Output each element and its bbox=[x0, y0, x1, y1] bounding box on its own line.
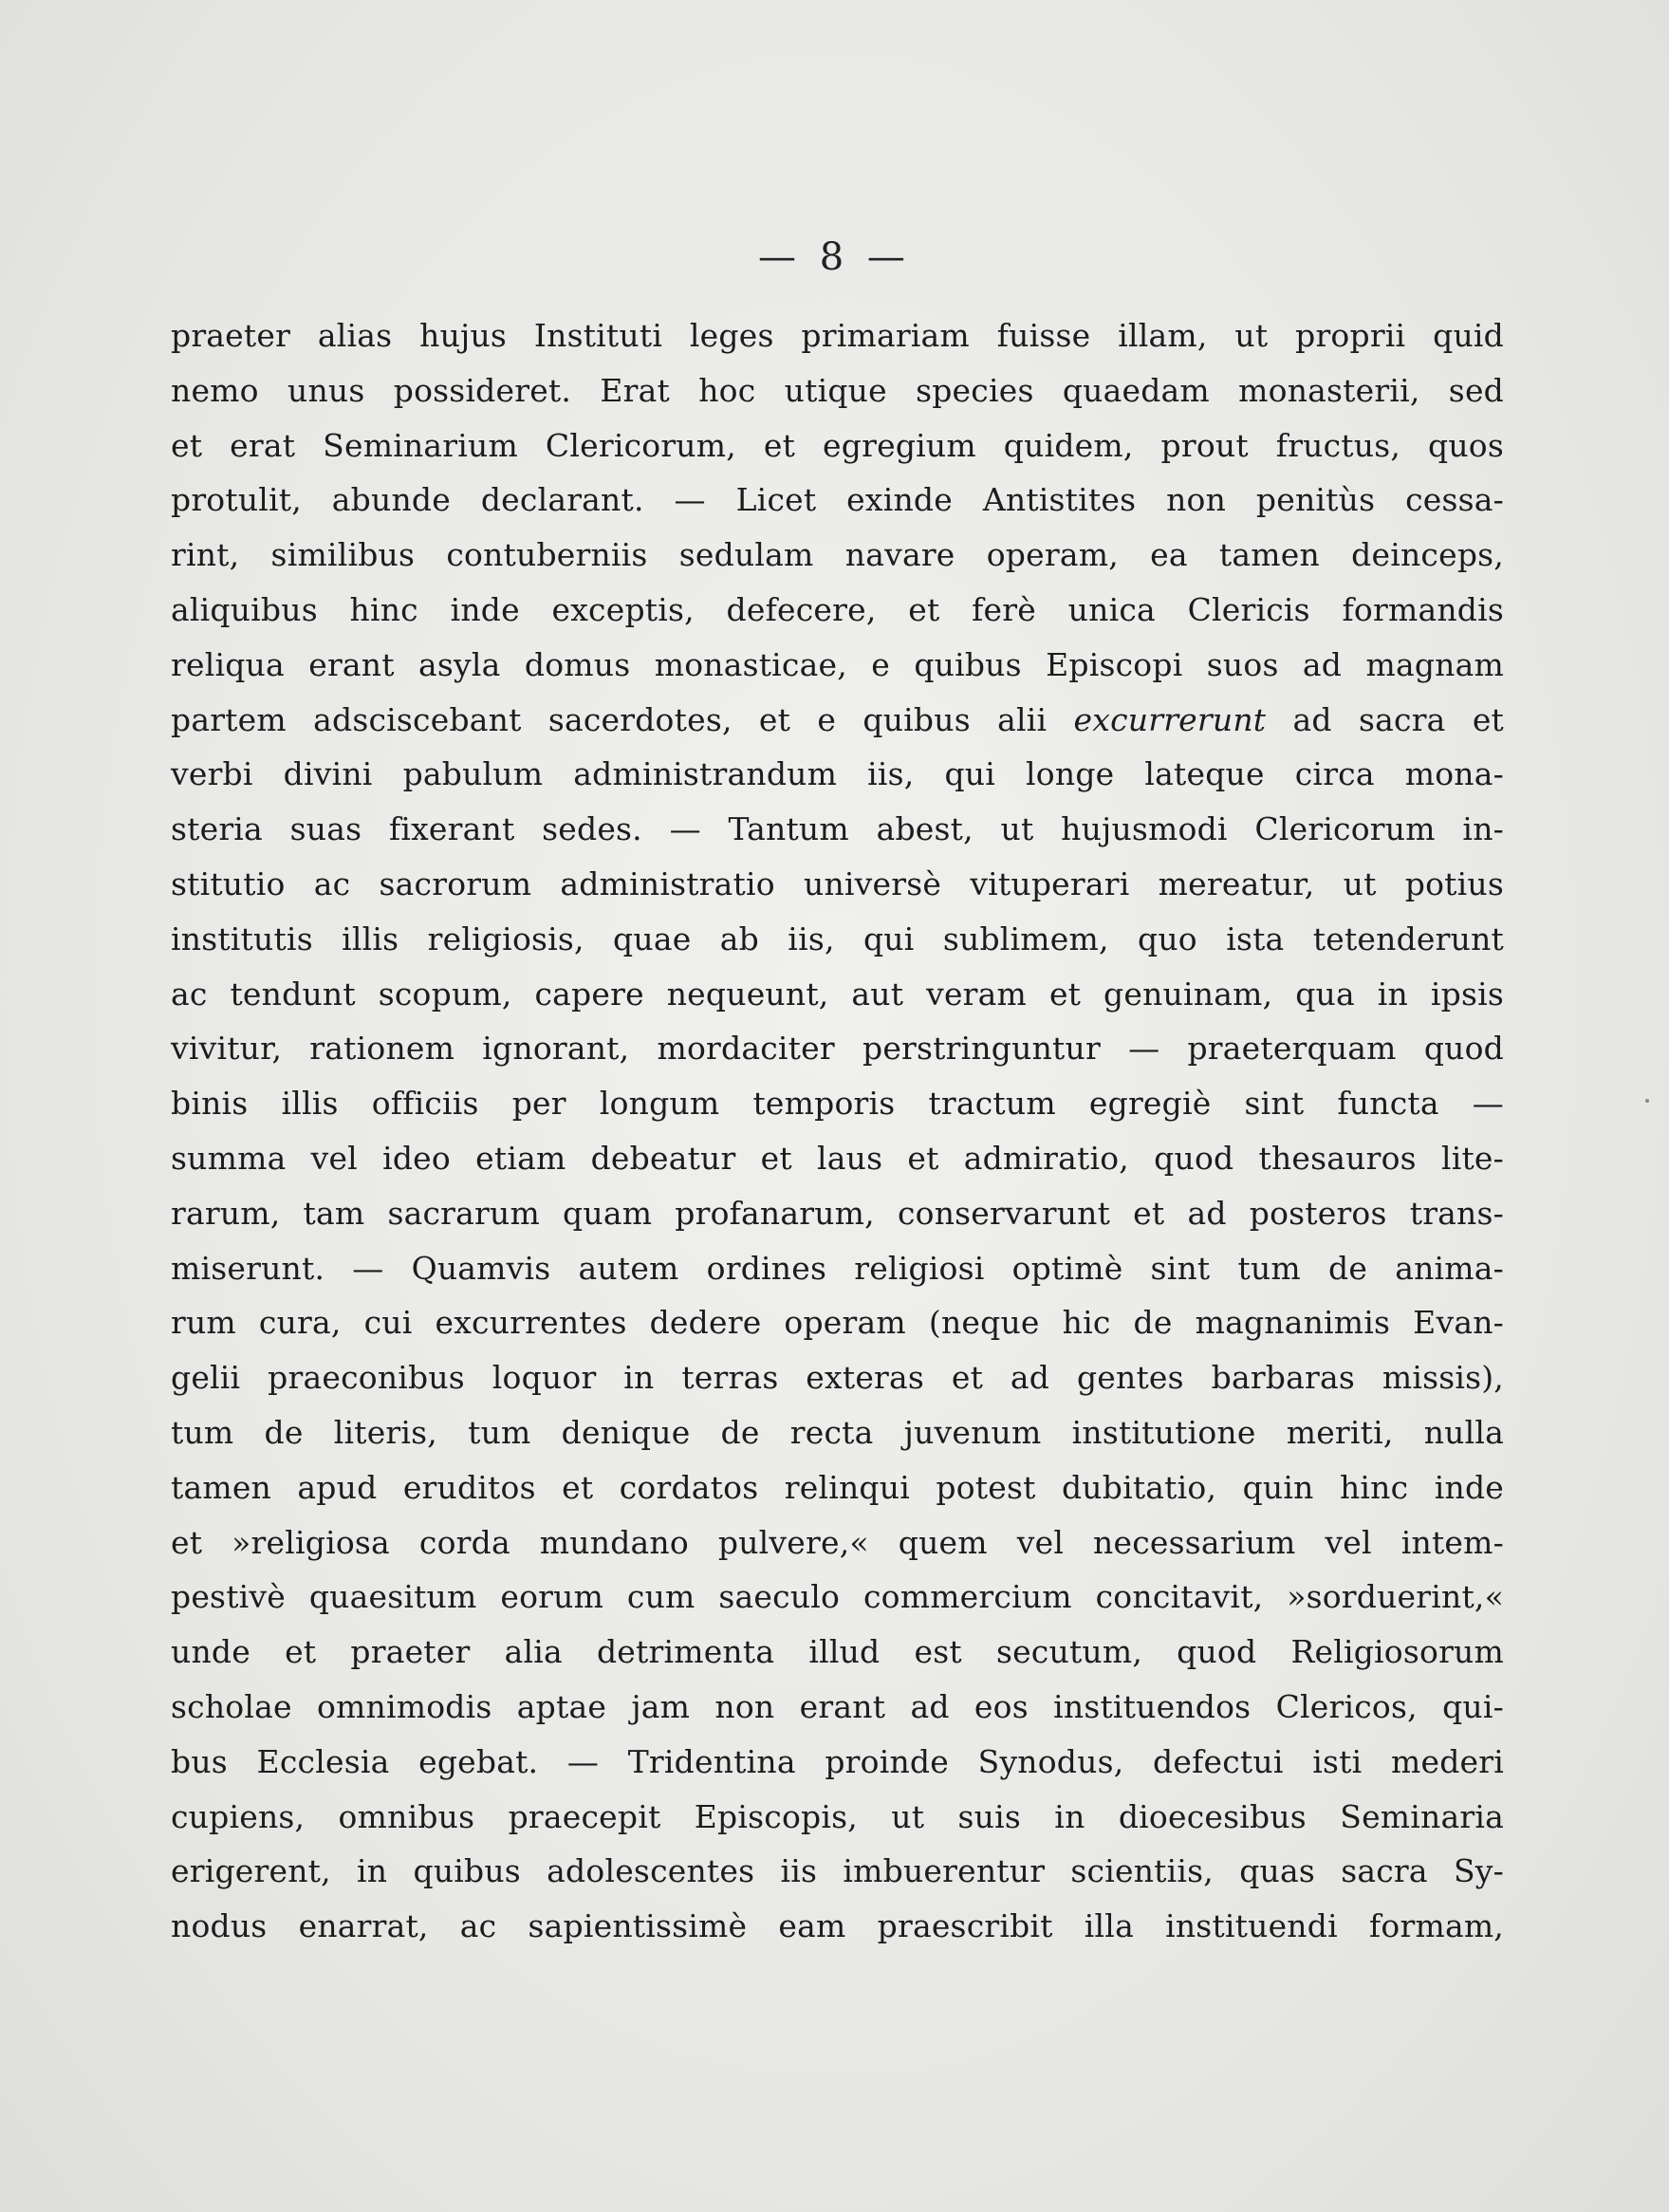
text-line-19: rum cura, cui excurrentes dedere operam (neque hic de magnanimis Evan- bbox=[171, 1304, 1504, 1342]
text-line-24: pestivè quaesitum eorum cum saeculo commercium concitavit, »sorduerint,« bbox=[171, 1578, 1504, 1616]
text-line-26: scholae omnimodis aptae jam non erant ad eos instituendos Clericos, qui- bbox=[171, 1687, 1504, 1725]
text-line-7: reliqua erant asyla domus monasticae, e quibus Episcopi suos ad magnam bbox=[171, 645, 1504, 683]
text-line-6: aliquibus hinc inde exceptis, defecere, et ferè unica Clericis formandis bbox=[171, 590, 1504, 628]
text-line-17: rarum, tam sacrarum quam profanarum, conservarunt et ad posteros trans- bbox=[171, 1194, 1504, 1232]
text-line-5: rint, similibus contuberniis sedulam navare operam, ea tamen deinceps, bbox=[171, 536, 1504, 574]
text-line-2: nemo unus possideret. Erat hoc utique species quaedam monasterii, sed bbox=[171, 371, 1504, 409]
text-line-27: bus Ecclesia egebat. — Tridentina proinde Synodus, defectui isti mederi bbox=[171, 1742, 1504, 1780]
text-line-8-start: partem adsciscebant sacerdotes, et e quibus alii bbox=[171, 700, 1074, 738]
italic-word: excurrerunt bbox=[1073, 700, 1267, 738]
text-line-8 bbox=[171, 693, 1504, 748]
text-line-4: protulit, abunde declarant. — Licet exinde Antistites non penitùs cessa- bbox=[171, 481, 1504, 519]
text-line-9: verbi divini pabulum administrandum iis, qui longe lateque circa mona- bbox=[171, 755, 1504, 793]
text-line-18: miserunt. — Quamvis autem ordines religiosi optimè sint tum de anima- bbox=[171, 1249, 1504, 1287]
text-line-11: stitutio ac sacrorum administratio universè vituperari mereatur, ut potius bbox=[171, 864, 1504, 902]
text-line-16: summa vel ideo etiam debeatur et laus et admiratio, quod thesauros lite- bbox=[171, 1139, 1504, 1177]
text-line-22: tamen apud eruditos et cordatos relinqui potest dubitatio, quin hinc inde bbox=[171, 1468, 1504, 1506]
text-line-23: et »religiosa corda mundano pulvere,« quem vel necessarium vel intem- bbox=[171, 1523, 1504, 1561]
text-line-3: et erat Seminarium Clericorum, et egregium quidem, prout fructus, quos bbox=[171, 426, 1504, 464]
text-line-30: nodus enarrat, ac sapientissimè eam praescribit illa instituendi formam, bbox=[171, 1907, 1504, 1945]
margin-speck bbox=[1645, 1099, 1649, 1103]
text-line-14: vivitur, rationem ignorant, mordaciter perstringuntur — praeterquam quod bbox=[171, 1030, 1504, 1068]
text-line-8-end: ad sacra et bbox=[1266, 700, 1505, 738]
text-line-1: praeter alias hujus Instituti leges primariam fuisse illam, ut proprii quid bbox=[171, 317, 1504, 354]
page-number: — 8 — bbox=[758, 235, 911, 279]
text-line-10: steria suas fixerant sedes. — Tantum abest, ut hujusmodi Clericorum in- bbox=[171, 810, 1504, 848]
text-line-28: cupiens, omnibus praecepit Episcopis, ut suis in dioecesibus Seminaria bbox=[171, 1797, 1504, 1835]
text-line-20: gelii praeconibus loquor in terras exteras et ad gentes barbaras missis), bbox=[171, 1359, 1504, 1397]
text-line-15: binis illis officiis per longum temporis tractum egregiè sint functa — bbox=[171, 1085, 1504, 1123]
text-line-13: ac tendunt scopum, capere nequeunt, aut veram et genuinam, qua in ipsis bbox=[171, 975, 1504, 1013]
text-line-12: institutis illis religiosis, quae ab iis, qui sublimem, quo ista tetenderunt bbox=[171, 920, 1504, 957]
text-line-21: tum de literis, tum denique de recta juvenum institutione meriti, nulla bbox=[171, 1413, 1504, 1451]
text-line-25: unde et praeter alia detrimenta illud est secutum, quod Religiosorum bbox=[171, 1633, 1504, 1671]
text-line-29: erigerent, in quibus adolescentes iis imbuerentur scientiis, quas sacra Sy- bbox=[171, 1852, 1504, 1890]
body-text bbox=[171, 308, 1504, 1954]
